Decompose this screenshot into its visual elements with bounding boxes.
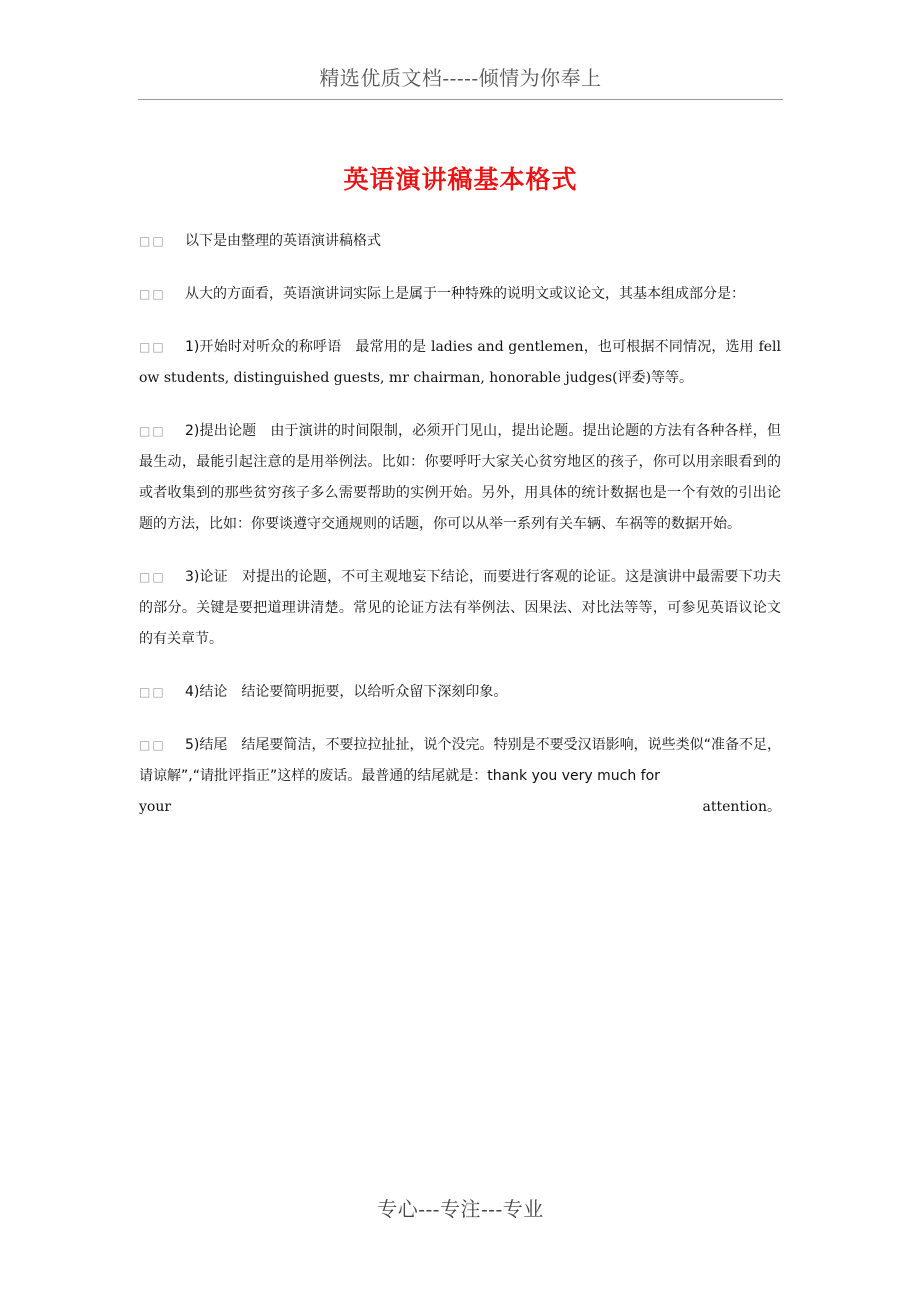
indent-marker: □□	[139, 287, 166, 301]
paragraph-text: 结论要简明扼要，以给听众留下深刻印象。	[241, 684, 508, 700]
paragraph-text: 最常用的是 ladies and gentlemen，也可根据不同情况，选用 fellow students, distinguished guests, mr chairman, honorable judges(评委)等等。	[139, 339, 781, 386]
paragraph-text: 由于演讲的时间限制，必须开门见山，提出论题。提出论题的方法有各种各样，但最生动，最能引起注意的是用举例法。比如：你要呼吁大家关心贫穷地区的孩子，你可以用亲眼看到的或者收集到的那些贫穷孩子多么需要帮助的实例开始。另外，用具体的统计数据也是一个有效的引出论题的方法，比如：你要谈遵守交通规则的话题，你可以从举一系列有关车辆、车祸等的数据开始。	[139, 423, 781, 532]
last-line-left: your	[139, 799, 172, 815]
paragraph-section-1	[139, 332, 781, 394]
document-body	[139, 226, 781, 823]
section-label: 1)开始时对听众的称呼语	[185, 339, 342, 355]
paragraph-section-5	[139, 730, 781, 792]
page-footer: 专心---专注---专业	[377, 1197, 544, 1221]
paragraph-text: 以下是由整理的英语演讲稿格式	[185, 233, 381, 249]
indent-marker: □□	[139, 340, 166, 354]
section-label: 2)提出论题	[185, 423, 257, 439]
paragraph-section-2	[139, 416, 781, 540]
paragraph-overview	[139, 279, 781, 310]
paragraph-intro	[139, 226, 781, 257]
paragraph-section-4	[139, 677, 781, 708]
indent-marker: □□	[139, 424, 166, 438]
section-label: 3)论证	[185, 569, 228, 585]
paragraph-section-3	[139, 562, 781, 655]
section-label: 5)结尾	[185, 737, 228, 753]
section-label: 4)结论	[185, 684, 228, 700]
last-line-right: attention。	[702, 799, 781, 815]
paragraph-text: 从大的方面看，英语演讲词实际上是属于一种特殊的说明文或议论文，其基本组成部分是：	[185, 286, 745, 302]
indent-marker: □□	[139, 570, 166, 584]
document-title: 英语演讲稿基本格式	[343, 165, 578, 194]
indent-marker: □□	[139, 685, 166, 699]
page-header: 精选优质文档-----倾情为你奉上	[138, 62, 783, 100]
paragraph-text: 结尾要简洁，不要拉拉扯扯，说个没完。特别是不要受汉语影响，说些类似“准备不足，请谅解”,“请批评指正”这样的废话。最普通的结尾就是：thank you very much for	[139, 737, 781, 784]
indent-marker: □□	[139, 738, 166, 752]
paragraph-last-line	[139, 792, 781, 823]
paragraph-text: 对提出的论题，不可主观地妄下结论，而要进行客观的论证。这是演讲中最需要下功夫的部分。关键是要把道理讲清楚。常见的论证方法有举例法、因果法、对比法等等，可参见英语议论文的有关章节。	[139, 569, 782, 647]
indent-marker: □□	[139, 234, 166, 248]
